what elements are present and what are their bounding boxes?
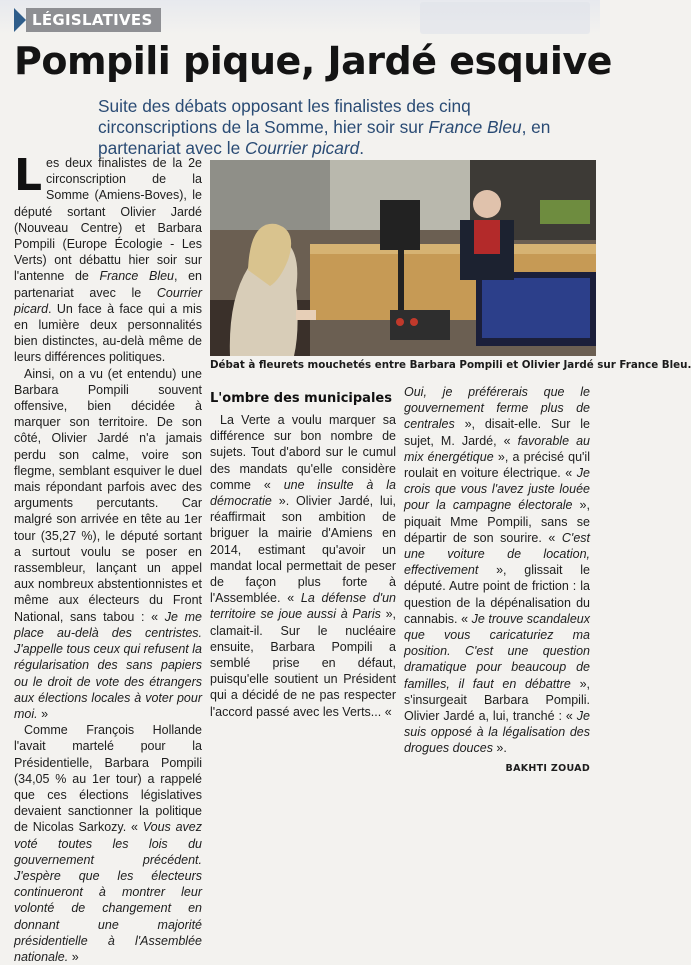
article-column-1	[14, 150, 203, 965]
article-column-2	[210, 384, 396, 720]
deck-text: Suite des débats opposant les finalistes des cinq circonscriptions de la Somme, hier soir sur	[98, 96, 471, 137]
headline: Pompili pique, Jardé esquive	[14, 39, 612, 83]
paragraph: Ainsi, on a vu (et entendu) une Barbara Pompili souvent offensive, bien décidée à marquer son territoire. De son côté, Olivier Jardé n'a jamais perdu son calme, voire son flegme, semblant esquiver le duel mais répondant parfois avec des arguments percutants. Car malgré son arrivée en tête au 1er tour (35,27 %), le député sortant a surtout voulu se poser en rassembleur, lançant un appel aux nombreux abstentionnistes et même aux électeurs du Front National, sans tabou : « Je me place au-delà des centristes. J'appelle tous ceux qui refusent la régularisation des sans papiers ou le droit de vote des étrangers aux élections locales à voter pour moi. »	[14, 366, 202, 721]
rubric-arrow-icon	[14, 8, 26, 32]
paragraph: La Verte a voulu marquer sa différence sur bon nombre de sujets. Tout d'abord sur le cumul des mandats qu'elle considère comme « une insulte à la démocratie ». Olivier Jardé, lui, réaffirmait son ambition de briguer la mairie d'Amiens en 2014, estimant qu'avoir un mandat local permettait de peser de façon plus forte à l'Assemblée. « La défense d'un territoire se joue aussi à Paris », clamait-il. Sur le nucléaire ensuite, Barbara Pompili a semblé prise en défaut, puisqu'elle soutient un Président qui a décidé de ne pas respecter l'accord passé avec les Verts... «	[210, 413, 397, 719]
paragraph: Les deux finalistes de la 2e circonscription de la Somme (Amiens-Boves), le député sortant Olivier Jardé (Nouveau Centre) et Barbara Pompili (Europe Écologie - Les Verts) ont débattu hier soir sur l'antenne de France Bleu, en partenariat avec le Courrier picard. Un face à face qui a mis en lumière deux personnalités bien distinctes, au-delà même de leurs différences politiques.	[14, 150, 202, 365]
radio-studio-illustration	[210, 160, 596, 356]
faded-previous-article	[420, 2, 590, 34]
byline: BAKHTI ZOUAD	[505, 762, 590, 774]
deck-paper: Courrier picard	[244, 138, 360, 158]
photo-caption: Débat à fleurets mouchetés entre Barbara Pompili et Olivier Jardé sur France Bleu.	[210, 359, 691, 371]
rubric-label: LÉGISLATIVES	[26, 8, 161, 32]
deck-text: .	[359, 138, 365, 158]
deck-text: , en partenariat avec le	[98, 117, 551, 158]
deck-radio: France Bleu	[428, 117, 522, 137]
paragraph: Comme François Hollande l'avait martelé pour la Présidentielle, Barbara Pompili (34,05 % au 1er tour) a rappelé que ces élections législatives devaient sanctionner la politique de Nicolas Sarkozy. « Vous avez voté toutes les lois du gouvernement précédent. J'espère que les électeurs continueront à montrer leur volonté de changement en donnant une majorité présidentielle à l'Assemblée nationale. »	[14, 723, 203, 964]
subhead: L'ombre des municipales	[210, 391, 392, 406]
section-rubric	[14, 8, 161, 32]
drop-cap: L	[14, 150, 43, 201]
debate-photo	[210, 160, 596, 356]
deck	[98, 96, 594, 159]
paragraph: Oui, je préférerais que le gouvernement ferme plus de centrales », disait-elle. Sur le sujet, M. Jardé, « favorable au mix énergétique », a précisé qu'il roulait en voiture électrique. « Je crois que vous l'avez juste louée pour la campagne électorale », piquait Mme Pompili, sans se départir de son sourire. « C'est une voiture de location, effectivement », glissait le député. Autre point de friction : la question de la dépénalisation du cannabis. « Je trouve scandaleux que vous caricaturiez ma position. C'est une question dramatique pour beaucoup de familles, il faut en débattre », s'insurgeait Barbara Pompili. Olivier Jardé a, lui, tranché : « Je suis opposé à la légalisation des drogues douces ».	[404, 385, 590, 756]
article-column-3	[404, 384, 590, 777]
